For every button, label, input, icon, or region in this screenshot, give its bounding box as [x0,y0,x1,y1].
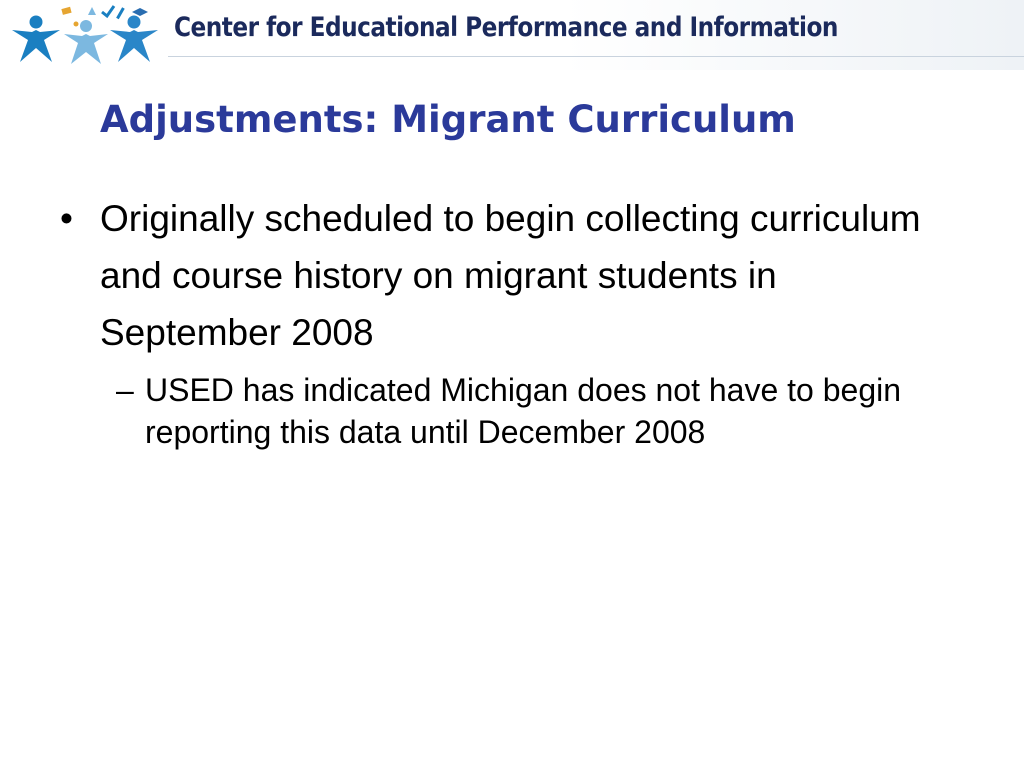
logo-figure-left [12,16,60,63]
logo-figure-middle [64,20,108,64]
bullet-text: Originally scheduled to begin collecting curriculum and course history on migrant students in September 2008 [100,198,921,353]
bullet-marker: • [60,198,73,239]
sub-bullet-marker: – [116,372,134,408]
header-divider [168,56,1024,57]
slide-title: Adjustments: Migrant Curriculum [100,98,796,141]
logo-figure-right [110,16,158,63]
org-name: Center for Educational Performance and Information [174,12,838,43]
bullet-item [60,190,960,361]
sub-bullet-text: USED has indicated Michigan does not have to begin reporting this data until December 2008 [145,372,902,450]
slide-content [60,190,960,453]
header-banner [0,0,1024,70]
sub-bullet-item [116,369,945,453]
three-stars-figures-logo-icon [6,2,166,66]
